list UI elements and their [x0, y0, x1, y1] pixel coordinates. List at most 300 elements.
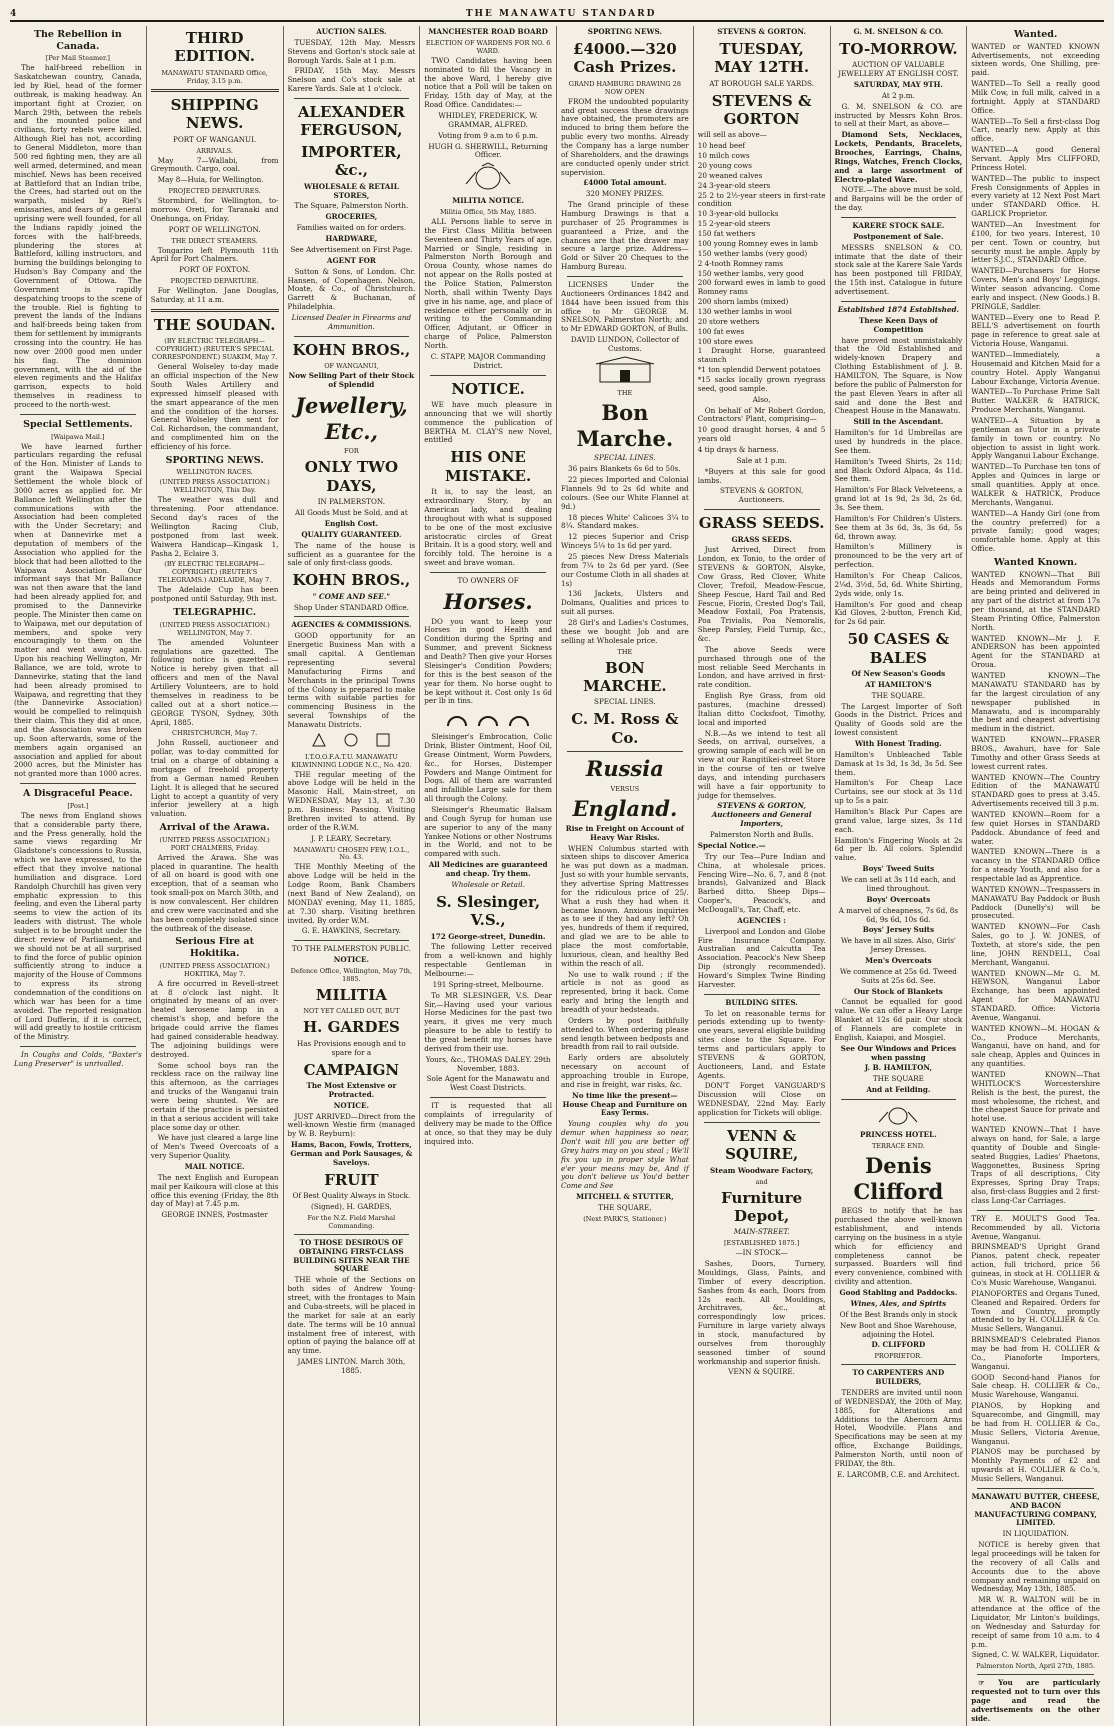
wanted-ad: WANTED or WANTED KNOWN Advertisements, not exceeding sixteen words, One Shilling, pre-paid.	[971, 41, 1100, 78]
advertiser-name: H. GARDES	[302, 1018, 400, 1037]
advertiser-address: (Next PARK'S, Stationer.)	[583, 1214, 667, 1223]
stock-item: 150 wether lambs, very good	[697, 268, 804, 278]
auction-item: TUESDAY, 12th May. Messrs Stevens and Gorton's stock sale at Borough Yards. Sale at 1 p.m.	[287, 37, 416, 65]
ad-line: Palmerston North, April 27th, 1885.	[976, 1662, 1096, 1671]
departure-item: For Wellington. Jane Douglas, Saturday, at 11 a.m.	[150, 286, 279, 304]
article-body: The amended Volunteer regulations are gazetted. The following notice is gazetted:—Notice is hereby given that all officers and men of the Naval Artillery Volunteers, are to hold themselves in readiness to be called out at a short notice.—GEORGE TYSON, Sydney, 30th April, 1885.	[150, 637, 279, 727]
advertiser-name: MITCHELL & STUTTER,	[576, 1192, 674, 1202]
ad-line: Special Notice.—	[697, 840, 766, 850]
wanted-known-ad: WANTED KNOWN—The MANAWATU STANDARD has by far the largest circulation of any newspaper published in Manawatu, and is incomparably the best and cheapest advertising medium in the district.	[971, 671, 1100, 734]
source-line: (UNITED PRESS ASSOCIATION.) WELLINGTON, This Day.	[159, 478, 270, 495]
ad-body: DO you want to keep your Horses in good Health and Condition during the Spring and Summer, and prevent Sickness and Death? Then give your Horses Sleisinger's Condition Powders; for this is the best season of the year for them. No horse ought to be kept without it. Cost only 1s 6d per lb in tins.	[424, 616, 552, 706]
wanted-ad: WANTED—To Sell a really good Milk Cow, in full milk, calved in a fortnight. Apply at STANDARD Office.	[971, 79, 1100, 115]
ad-headline: Bon Marche.	[576, 399, 674, 451]
ad-line: ELECTION OF WARDENS FOR NO. 6 WARD.	[425, 38, 551, 55]
ad-body: IT is requested that all complaints of irregularity of delivery may be made to the Office at once, so that they may be duly inquired into.	[424, 1101, 552, 1146]
footer-note: In Coughs and Colds, "Baxter's Lung Preserver" is unrivalled.	[14, 1050, 142, 1069]
departure-item: Stormbird, for Wellington, to-morrow. Oreti, for Taranaki and Onehunga, on Friday.	[150, 196, 279, 223]
ad-body: TWO Candidates having been nominated to fill the Vacancy in the above Ward, I hereby give notice that a Poll will be taken on Friday, 15th day of May, at the Road Office. Candidates:—	[424, 55, 552, 110]
signature: VENN & SQUIRE.	[728, 1367, 795, 1377]
ad-line: 320 MONEY PRIZES.	[585, 189, 664, 199]
ad-line: Still in the Ascendant.	[853, 417, 944, 427]
ad-line: AT BOROUGH SALE YARDS.	[709, 78, 814, 88]
stock-item: 10 head beef	[697, 141, 746, 151]
wanted-ad: WANTED—Every one to Read P. BELL'S advertisement on fourth page in reference to great sale at Victoria House, Wanganui.	[971, 312, 1100, 349]
advertiser-trade: WHOLESALE & RETAIL STORES,	[303, 181, 399, 200]
hamilton-item: Hamilton's Black Pur Capes are grand value, large sizes, 3s 11d each.	[834, 807, 963, 834]
ad-body: Just Arrived, Direct from London, ex Tonio, to the order of STEVENS & GORTON, Alsyke, Cow Grass, Red Clover, White Clover, Trefoil, Meadow-Fescue, Sheep Fescue, Hard Tail and Red Fescue, Fiorin, Crested Dog's Tail, Meadow Foxtail, Poa Pratensis, Poa Trivialis, Poa Nemoralis, Sheep Parsley, Field Turnip, &c., &c.	[697, 545, 826, 644]
column-2	[147, 26, 284, 1726]
source-line: [Waipawa Mail.]	[51, 432, 105, 441]
stock-item: 200 shorn lambs (mixed)	[697, 297, 789, 307]
ad-line: Rise in Freight on Account of Heavy War Risks.	[565, 823, 684, 842]
ad-line: will sell as above—	[697, 130, 767, 140]
wanted-known-ad: WANTED KNOWN—For Cash Sales, go to J. W. JONES, of Toxteth, at store's side, the pen line, JOHN RENDELL, Coal Merchant, Wanganui.	[971, 922, 1100, 967]
wanted-ad: WANTED—To Purchase ten tons of Apples and Quinces in large or small quantities. Apply at once. WALKER & HATRICK, Produce Merchants, Wanganui.	[971, 462, 1100, 507]
article-body: Arrived the Arawa. She was placed in quarantine. The health of all on board is good with one exception, that of a seaman who took small-pox on March 30th, and is now convalescent. Her children and crew were vaccinated and she has been completely isolated since the outbreak of the disease.	[150, 852, 279, 933]
ad-headline: TO-MORROW.	[839, 39, 958, 58]
divider	[20, 783, 136, 784]
ad-line: Postponement of Sale.	[853, 231, 944, 241]
stock-item: 100 store ewes	[697, 336, 753, 346]
ad-line: AT HAMILTON'S	[864, 679, 932, 689]
signature: C. STAPP, MAJOR Commanding District.	[430, 351, 546, 370]
ad-headline: CAMPAIGN	[303, 1060, 400, 1079]
divider	[294, 616, 410, 617]
wanted-ad: WANTED—To Purchase Prime Salt Butter. WALKER & HATRICK, Produce Merchants, Wanganui.	[971, 387, 1100, 415]
wanted-known-ad: WANTED KNOWN—That I have always on hand, for Sale, a large quantity of Double and Single-seated Buggies, Ladies' Phaetons, Waggonettes, Business Spring Traps of all descriptions, City Expresses, Spring Dray Traps; also, first-class Buggies and 2 first-class Long-Car Carriages.	[971, 1125, 1100, 1206]
ad-line: Sole Agent for the Manawatu and West Coast Districts.	[426, 1074, 550, 1093]
ad-line: AGENCIES :	[737, 915, 786, 925]
wanted-known-ad: WANTED KNOWN—Room for a few quiet Horses in STANDARD Paddock. Abundance of feed and water.	[971, 809, 1100, 846]
ad-body: No use to walk round ; if the article is not as good as represented, bring it back. Come early and bring the length and breadth of your bedsteads.	[561, 969, 689, 1015]
stock-item: 15 2-year-old steers	[697, 219, 771, 229]
divider	[841, 217, 957, 218]
signature: J. P. LEARY, Secretary.	[311, 833, 392, 843]
headline-rebellion: The Rebellion in Canada.	[33, 29, 122, 52]
ad-line: Has Provisions enough and to spare for a	[296, 1038, 406, 1057]
ad-headline: Established 1874 Established.	[837, 304, 959, 314]
ad-line: IN LIQUIDATION.	[1002, 1529, 1069, 1539]
headline-special-settlements: Special Settlements.	[23, 418, 133, 430]
ad-heading: TO CARPENTERS AND BUILDERS,	[852, 1368, 945, 1387]
pointing-hand-notice: ☞ You are particularly requested not to turn over this page and read the advertisements on the other side.	[971, 1678, 1100, 1723]
ad-body: On behalf of Mr Robert Gordon, Contractors' Plant, comprising—	[697, 405, 826, 424]
ad-body: To let on reasonable terms for periods extending up to twenty-one years, several eligible building sites close to the Square. For terms and particulars apply to STEVENS & GORTON, Auctioneers, Land, and Estate Agents.	[697, 1008, 826, 1080]
ad-line: Hams, Bacon, Fowls, Trotters, German and Pork Sausages, & Saveloys.	[290, 1140, 413, 1167]
ad-line: AUCTION OF VALUABLE JEWELLERY AT ENGLISH COST.	[838, 60, 959, 79]
hamilton-item: Hamilton's For Cheap Lace Curtains, see our stock at 3s 11d up to 5s a pair.	[834, 778, 963, 806]
ad-heading: MANAWATU BUTTER, CHEESE, AND BACON MANUFACTURING COMPANY, LIMITED.	[971, 1491, 1100, 1528]
ad-body: N.B.—As we intend to test all Seeds, on arrival, ourselves, a growing sample of each will be on view at our Rangitikei-street Store in the course of ten or twelve days, and intending purchasers will have a fair opportunity to judge for themselves.	[697, 728, 826, 800]
source-line: (UNITED PRESS ASSOCIATION.) WELLINGTON, May 7.	[159, 620, 270, 637]
stock-item: 10 milch cows	[697, 151, 750, 161]
headline-shipping: SHIPPING NEWS.	[170, 95, 259, 133]
ad-line: GROCERIES,	[325, 212, 378, 222]
ad-body: *Buyers at this sale for good lambs.	[697, 466, 826, 485]
stock-item: *15 sacks locally grown ryegrass seed, good sample.	[697, 374, 826, 393]
source-line: CHRISTCHURCH, May 7.	[172, 729, 258, 738]
ad-body: NOTE.—The above must be sold, and Bargains will be the order of the day.	[834, 185, 963, 213]
hamilton-item: Hamilton's Millinery is pronounced to be the very art of perfection.	[834, 542, 963, 570]
stock-item: 10 3-year-old bullocks	[697, 209, 779, 219]
ad-heading: G. M. SNELSON & CO.	[853, 27, 944, 36]
ad-headline: MILITIA	[315, 986, 387, 1005]
ad-body: FROM the undoubted popularity and great success these drawings have obtained, the promoters are induced to bring them before the public every two months. Already the Company has a large number of Shareholders, and the drawings are conducted openly under strict supervision.	[561, 96, 689, 177]
stock-list	[698, 142, 826, 393]
wanted-known-ad: WANTED KNOWN—Mr G. M. HEWSON, Wanganui Labor Exchange, has been appointed Agent for MANAWATU STANDARD. Office: Victoria Avenue, Wanganui.	[971, 968, 1100, 1022]
wanted-known-ad: WANTED KNOWN—M. HOGAN & Co., Produce Merchants, Wanganui, have on hand, and for sale cheap, Apples and Quinces in any quantities.	[971, 1023, 1100, 1069]
stock-item: 200 forward ewes in lamb to good Romney rams	[697, 278, 826, 297]
ad-line: TO OWNERS OF	[457, 575, 519, 585]
ad-headline: HIS ONE MISTAKE.	[445, 448, 532, 485]
ad-line: With Honest Trading.	[854, 739, 942, 749]
advertiser-name: ALEXANDER FERGUSON,	[297, 103, 405, 140]
advertiser-name: VENN & SQUIRE,	[725, 1126, 799, 1164]
ad-heading: KARERE STOCK SALE.	[852, 221, 945, 231]
divider	[20, 414, 136, 415]
ad-line: We commence at 25s 6d. Tweed Suits at 25s 6d. See.	[839, 966, 957, 985]
ad-line: For the N.Z. Field Marshal Commanding.	[307, 1213, 396, 1230]
wanted-ad: WANTED—Purchasers for Horse Covers, Men's and Boys' Leggings. Winter season advancing. Come early and inspect. (New Goods.) B. PRINGLE, Saddler.	[971, 266, 1100, 311]
ad-line: IN PALMERSTON.	[317, 497, 386, 507]
ad-heading: PRINCESS HOTEL.	[860, 1129, 937, 1139]
ad-line: Families waited on for orders.	[296, 223, 407, 233]
ad-line: Boys' Overcoats	[866, 894, 931, 904]
advertiser-name: C. M. Ross & Co.	[571, 710, 679, 747]
article-body: General Wolseley to-day made an official inspection of the New South Wales Artillery and expressed himself pleased with the smart appearance of the men and the condition of the horses. General Wolseley then sent for Col. Richardson, the commandant, and complimented him on the efficiency of his force.	[150, 362, 279, 451]
headline-telegraphic: TELEGRAPHIC.	[173, 607, 257, 619]
wanted-ad: WANTED—Immediately, a Housemaid and Kitchen Maid for a country Hotel. Apply Wanganui Labour Exchange, Victoria Avenue.	[971, 350, 1100, 386]
classified-ad: BRINSMEAD'S Upright Grand Pianos, patent check, repeater action, full trichord, price 56 guineas, in stock at H. COLLIER & Co's Music Warehouse, Wanganui.	[971, 1242, 1100, 1287]
divider	[294, 940, 410, 941]
ad-line: and	[755, 1177, 768, 1186]
subheading: WELLINGTON RACES.	[176, 468, 253, 477]
article-body: The weather was dull and threatening. Poor attendance. Second day's races of the Wellington Racing Club, postponed from last week. Waiwera Handicap—Kingask 1, Pasha 2, Eclaire 3.	[150, 495, 279, 558]
advertiser-name: S. Slesinger, V.S.,	[436, 892, 541, 930]
ad-headline: BON MARCHE.	[583, 658, 667, 696]
stock-item: 20 store wethers	[697, 316, 760, 326]
ad-line: We have in all sizes. Also, Girls' Jersey Dresses.	[840, 936, 956, 955]
departures-heading: PROJECTED DEPARTURE.	[170, 277, 259, 286]
ad-line: Our Stock of Blankets	[853, 986, 943, 996]
divider	[841, 301, 957, 302]
ad-body: The name of the house is sufficient as a guarantee for the sale of only first-class goods.	[287, 540, 416, 568]
ad-line: Now Selling Part of their Stock of Splendid	[288, 371, 415, 389]
column-5	[557, 26, 694, 1726]
classified-ad: PIANOS, by Hopking and Squarecombe, and Gingmill, may be had from H. COLLIER & Co., Music Sellers, Victoria Avenue, Wanganui.	[971, 1401, 1100, 1446]
ad-body: MR W. R. WALTON will be in attendance at the office of the Liquidator, Mr Linton's buildings, on Wednesday and Saturday for receipt of same from 10 a.m. to 4 p.m.	[971, 1595, 1100, 1649]
ad-body: English Rye Grass, from old pastures, (machine dressed) Italian ditto Cocksfoot, Timothy, local and imported	[697, 691, 826, 727]
ad-line: All Medicines are guaranteed and cheap. Try them.	[428, 860, 548, 878]
ad-heading: TO THOSE DESIROUS OF OBTAINING FIRST-CLASS BUILDING SITES NEAR THE SQUARE	[293, 1237, 410, 1274]
article-body: The next English and European mail per Kaikoura will close at this office this evening (Friday, the 8th day of May) at 7.45 p.m.	[150, 1172, 279, 1209]
ad-body: DON'T Forget VANGUARD'S Discussion will Close on WEDNESDAY, 22nd May. Early application for Tickets will oblige.	[697, 1081, 826, 1117]
ad-line: Sale at 1 p.m.	[736, 455, 787, 465]
wanted-ad: WANTED—To Sell a first-class Dog Cart, nearly new. Apply at this office.	[971, 116, 1100, 144]
ad-headline: ONLY TWO DAYS,	[304, 458, 399, 495]
hamilton-item: Hamilton's For Black Velveteens, a grand lot at 1s 9d, 2s 3d, 2s 6d, 3s. See them.	[834, 485, 963, 512]
arrival-item: May 7—Wallabi, from Greymouth. Cargo, coal.	[150, 155, 279, 174]
wanted-known-list	[971, 571, 1100, 1206]
wanted-known-ad: WANTED KNOWN—That WHITLOCK'S Worcestershire Relish is the best, the purest, the most wholesome, the richest, and the cheapest Sauce for private and hotel use.	[971, 1070, 1100, 1124]
advertiser-name: KOHN BROS.,	[292, 340, 411, 359]
article-body: John Russell, auctioneer and pollar, was to-day committed for trial on a charge of obtaining a mortgage of freehold property from a German named Reuben Light. It is alleged that he secured Light to accept a quantity of very inferior jewellery at a high valuation.	[150, 738, 279, 819]
ad-line: 191 Spring-street, Melbourne.	[432, 979, 544, 989]
ad-line: Of the Best Brands only in stock	[839, 1309, 958, 1319]
ad-line: GRAND HAMBURG DRAWING 28 NOW OPEN	[568, 79, 681, 96]
ad-body: JUST ARRIVED—Direct from the well-known Westie firm (managed by W. B. Reyburn):	[287, 1111, 416, 1139]
ad-line: Shop Under STANDARD Office.	[293, 602, 409, 612]
ad-headline: Russia	[585, 756, 664, 782]
advertiser-address: The Square, Palmerston North.	[294, 201, 409, 211]
ad-line: Also,	[752, 394, 771, 404]
ad-line: And at Feilding.	[866, 1085, 931, 1095]
divider	[430, 375, 546, 376]
ad-body: THE Monthly Meeting of the above Lodge will be held in the Lodge Room, Bank Chambers (next Band of New Zealand), on MONDAY evening, May 11, 1885, at 7.30 sharp. Visiting brethren invited. By order W.M.	[287, 862, 416, 925]
ad-body: Diamond Sets, Necklaces, Lockets, Pendants, Bracelets, Brooches, Earrings, Chains, Rings, Watches, French Clocks, and a large assortment of Electro-plated Ware.	[834, 130, 963, 184]
ad-body: LICENSES Under the Auctioneers Ordinances 1842 and 1844 have been issued from this office to Mr GEORGE M. SNELSON, Palmerston North; and to Mr EDWARD GORTON, of Bulls.	[561, 280, 689, 334]
ad-headline: FRUIT	[324, 1170, 379, 1189]
ad-line: Boys' Jersey Suits	[862, 925, 935, 935]
list-item: 22 pieces Imported and Colonial Flannels 9d to 2s 6d white and colours. (See our White Flannel at 9d.)	[561, 475, 689, 511]
divider	[841, 1099, 957, 1100]
list-item: 25 pieces New Dress Materials from 7¼ to 2s 6d per yard. (See our Costume Cloth in all shades at 1s)	[561, 552, 689, 588]
divider	[567, 751, 683, 752]
lodge-heading: MANAWATU CHOSEN FEW, I.O.L., No. 43.	[293, 845, 410, 862]
ad-line: New Boot and Shoe Warehouse, adjoining the Hotel.	[839, 1320, 957, 1339]
wanted-ad: WANTED—A good General Servant. Apply Mrs CLIFFORD, Princess Hotel.	[971, 145, 1100, 172]
ad-headline: Jewellery, Etc.,	[295, 392, 408, 444]
ad-body: MESSRS SNELSON & CO. intimate that the date of their stock sale at the Karere Sale Yards has been postponed till FRIDAY, the 15th inst. Catalogue in future advertisement.	[834, 242, 963, 297]
ad-line: —IN STOCK—	[735, 1248, 788, 1258]
ad-line: HARDWARE,	[325, 234, 378, 244]
advertiser-address: THE SQUARE,	[598, 1203, 652, 1213]
ad-body: THE whole of the Sections on both sides of Andrew Young-street, with the frontages to Main and Cuba-streets, will be placed in the market for sale at an early date. The terms will be 10 annual instalment free of interest, with option of paying the balance off at any time.	[287, 1275, 416, 1356]
divider	[704, 1122, 820, 1123]
tips-list	[971, 1215, 1100, 1484]
ad-line: VERSUS	[610, 785, 640, 794]
list-item: 136 Jackets, Ulsters and Dolmans, Qualities and prices to suit all purses.	[561, 589, 689, 617]
headline-sporting: SPORTING NEWS.	[165, 454, 264, 466]
ad-body: Sleisinger's Rheumatic Balsam and Cough Syrup for human use are superior to any of the many Yankee Notions or other Nostrums in the World, and not to be compared with such.	[424, 804, 552, 859]
ad-line: FOR	[344, 447, 359, 456]
source-line: (BY ELECTRIC TELEGRAPH—COPYRIGHT.) (REUTER'S SPECIAL CORRESPONDENT.) SUAKIM, May 7.	[151, 337, 278, 362]
ad-heading: BUILDING SITES.	[725, 997, 798, 1007]
stock-item: 150 wether lambs (very good)	[697, 248, 808, 258]
advertiser-name: KOHN BROS.,	[292, 571, 411, 590]
headline-wanted-known: Wanted Known.	[994, 556, 1078, 568]
port-heading: PORT OF WELLINGTON.	[168, 224, 261, 234]
page-number: 4	[10, 9, 19, 19]
ad-line: See Advertisement on First Page.	[290, 244, 413, 254]
ad-line: PROPRIETOR.	[874, 1352, 923, 1361]
source-line: (UNITED PRESS ASSOCIATION.) HOKITIKA, May 7.	[159, 961, 270, 978]
wanted-known-ad: WANTED KNOWN—That Bill Heads and Memorandum Forms are being printed and delivered in any part of the district at from 17s per thousand, at the STANDARD Steam Printing Office, Palmerston North.	[971, 569, 1100, 632]
article-body: A fire occurred in Revell-street at 8 o'clock last night. It originated by means of an over-heated kerosene lamp in a chemist's shop, and before the brigade could arrive the flames had gained considerable headway. The adjoining buildings were destroyed.	[150, 978, 279, 1059]
lodge-heading: I.T.O.O.F.A.T.U. MANAWATU KILWINNING LODGE N.C., No. 420.	[291, 752, 412, 769]
ad-heading: SPORTING NEWS.	[587, 27, 662, 36]
signature: G. E. HAWKINS, Secretary.	[301, 926, 401, 936]
headline-wanted: Wanted.	[1013, 29, 1058, 40]
headline-fire: Serious Fire at Hokitika.	[175, 936, 254, 960]
ad-line: THE SQUARE.	[871, 690, 926, 700]
divider	[151, 309, 279, 312]
ad-line: See Our Windows and Prices when passing	[840, 1043, 957, 1062]
ad-line: TERRACE END.	[871, 1141, 925, 1150]
ad-line: Wines, Ales, and Spirits	[850, 1298, 947, 1308]
steamers-heading: THE DIRECT STEAMERS.	[171, 236, 258, 245]
ad-body: It is, to say the least, an extraordinary Story, by an American lady, and dealing throughout with what is supposed to be one of the most exclusive aristocratic circles of Great Britain. It is a good story, well and forcibly told. The heroine is a sweet and brave woman.	[424, 487, 552, 568]
paper-title: THE MANAWATU STANDARD	[465, 9, 657, 19]
ad-line: Militia Office, 5th May, 1885.	[440, 208, 537, 216]
classified-ad: BRINSMEAD'S Celebrated Pianos may be had from H. COLLIER & Co., Pianoforte Importers, Wanganui.	[971, 1335, 1100, 1371]
divider	[704, 509, 820, 510]
hamilton-item: Hamilton's Unbleached Table Damask at 1s 3d, 1s 3d, 3s 5d. See them.	[834, 749, 963, 777]
signature: E. LARCOMB, C.E. and Architect.	[836, 1469, 960, 1479]
stock-item: 100 fat ewes	[697, 326, 745, 336]
wanted-known-ad: WANTED KNOWN—There is a vacancy in the STANDARD Office for a steady Youth, and also for a respectable lad as Apprentice.	[971, 847, 1100, 883]
list-item: 18 pieces White' Calicoes 3¼ to 8¼. Standard makes.	[561, 512, 689, 531]
ad-line: Licensed Dealer in Firearms and Ammunition.	[291, 312, 412, 331]
ad-headline: TUESDAY, MAY 12TH.	[714, 39, 810, 77]
ad-body: The above Seeds were purchased through one of the most reliable Seed Merchants in London, and have arrived in first-rate condition.	[697, 644, 826, 690]
wanted-known-ad: WANTED KNOWN—FRASER BROS., Awahuri, have for Sale Timothy and other Grass Seeds at lowest current rates.	[971, 735, 1100, 771]
headline-arawa: Arrival of the Arawa.	[159, 822, 270, 834]
ad-headline: Furniture Depot,	[721, 1188, 803, 1225]
ad-headline: Horses.	[443, 588, 533, 614]
auction-heading: AUCTION SALES.	[316, 27, 387, 36]
signature: DAVID LUNDON, Collector of Customs.	[570, 335, 679, 354]
divider	[430, 1097, 546, 1098]
advertiser-address: THE SQUARE	[872, 1074, 924, 1084]
ad-body: Liverpool and London and Globe Fire Insurance Company. Australian and Calcutta Tea Association. Peacock's New Sheep Dip (strongly recommended). Howard's Simplex Twine Binding Harvester.	[697, 926, 826, 989]
stock-item: 20 young cows	[697, 161, 752, 171]
article-body: The half-breed rebellion in Saskatchewan country, Canada, led by Riel, head of the former outbreak, is making headway. An important fight at Crozier, on March 29th, between the rebels and the mounted police and civilians, forty rebels were killed. Although Riel has not, according to General Middleton, more than 500 red fighting men, they are all well armed, determined, and mean mischief. News has been received at Battleford that an Indian tribe, the Crees, had started out on the warpath, misled by Riel's emissaries, and fears of a general uprising were well founded, for all the Indians rapidly joined the forces with the half-breeds, plundering the stores at Battleford, killing instructors, and burning the buildings belonging to Hudson's Bay Company and the Government of Ottowa. The Government is rapidly despatching troops to the scene of the trouble. Riel is fighting to prevent the lands of the Indians and half-breeds being taken from them for settlement by immigrants crossing into the country. He has now over 2000 good men under his flag. The dominion government, with the aid of the eleven regiments and the Halifax garrison, expects to hold themselves in readiness to proceed to the north-west.	[14, 63, 142, 409]
ad-line: Of New Season's Goods	[851, 669, 946, 679]
divider	[294, 98, 410, 99]
column-1	[10, 26, 147, 1726]
hamilton-item: Hamilton's Tweed Shirts, 2s 11d; and Black Oxford Alpaca, 4s 11d. See them.	[834, 456, 963, 484]
advertiser-name: J. B. HAMILTON,	[864, 1063, 933, 1073]
port-heading: PORT OF FOXTON.	[179, 265, 251, 275]
ad-line: Wholesale or Retail.	[451, 879, 525, 889]
ad-line: All Goods Must be Sold, and at	[295, 508, 408, 518]
column-7	[831, 26, 968, 1726]
advertiser-trade: IMPORTER, &c.,	[301, 142, 402, 180]
article-body: The Adelaide Cup has been postponed until Saturday, 9th inst.	[150, 585, 279, 604]
ad-line: OF WANGANUI,	[324, 362, 379, 371]
port-heading: PORT OF WANGANUI.	[173, 134, 257, 144]
column-8	[967, 26, 1104, 1726]
source-line: [Per Mail Steamer.]	[45, 54, 110, 63]
signature: HUGH G. SHERWILL, Returning Officer.	[428, 141, 548, 160]
ad-line: Of Best Quality Always in Stock.	[292, 1191, 411, 1201]
ad-heading: NOTICE.	[333, 1100, 369, 1110]
ad-line: No time like the present—House Cheap and Furniture on Easy Terms.	[562, 1090, 688, 1118]
headline-disgraceful-peace: A Disgraceful Peace.	[23, 788, 133, 800]
ad-line: Boys' Tweed Suits	[862, 864, 935, 874]
ad-body: Orders by post faithfully attended to. When ordering please send length between bedposts and breadth from rail to rail outside.	[561, 1015, 689, 1052]
divider	[294, 1234, 410, 1235]
ad-body: Sleisinger's Embrocation, Colic Drink, Blister Ointment, Hoof Oil, Grease Ointment, Worm Powders, &c., for Horses, Distemper Powders and Mange Ointment for Dogs. All of them are warranted and infallible Large sale for them all through the Colony.	[424, 732, 552, 804]
headline-soudan: THE SOUDAN.	[153, 315, 276, 334]
divider	[20, 1046, 136, 1047]
divider	[841, 1364, 957, 1365]
ad-body: The Largest Importer of Soft Goods in the District. Prices and Quality of Goods sold are the lowest consistent	[834, 701, 963, 738]
ad-line: TO THE PALMERSTON PUBLIC.	[291, 944, 411, 954]
article-body: We have learned further particulars regarding the refusal of the Hon. Minister of Lands to grant the Waipawa Special Settlement the whole block of 3000 acres as applied for. Mr Ballance left Wellington after the communications with the Association had been completed with the Under Secretary; and when at Dannevirke met a deputation of members of the Association who applied for the block that had been allotted to the Waipawa Association. Our informant says that Mr Ballance was not then aware that the land had been already applied for, and promised to the Dannevirke people. The Minister then came on to Waipawa, met our deputation of members, and spoke very encouragingly to them on the matter and went away again. Upon his reaching Wellington, Mr Ballance, we are told, wrote to Dannevirke, stating that the land had been already promised to Waipawa, and regretting that they (the Dannevirke Association) would be compelled to relinquish their claim. This they did at once, and the Association was broken up. Soon afterwards, some of the members again organised an association and applied for about 2000 acres, but the Minister has not granted more than 1000 acres.	[14, 441, 142, 779]
ad-line: SPECIAL LINES.	[594, 697, 656, 707]
source-line: [Post.]	[67, 801, 89, 810]
column-4	[420, 26, 557, 1726]
masonic-emblem-icon	[288, 732, 416, 751]
list-item: 12 pieces Superior and Crisp Winceys 5¼ to 1s 6d per yard.	[561, 532, 689, 551]
divider	[567, 276, 683, 277]
advertiser-name: Denis Clifford	[853, 1152, 944, 1204]
stock-item: 20 weaned calves	[697, 170, 763, 180]
divider	[977, 1210, 1094, 1211]
ad-heading: AGENCIES & COMMISSIONS.	[291, 620, 412, 630]
stock-item: 1 Draught Horse, guaranteed staunch	[697, 346, 826, 365]
list-item: 10 good draught horses, 4 and 5 years old	[697, 425, 826, 444]
signature: Signed, C. W. WALKER, Liquidator.	[971, 1650, 1100, 1660]
columns	[10, 26, 1104, 1723]
wanted-ad: WANTED—An Investment for £100, for two years. Interest, 10 per cent. Town or country, but security must be ample. Apply by letter S.J.C., STANDARD Office.	[971, 220, 1100, 265]
arrivals-heading: ARRIVALS.	[196, 146, 233, 155]
wanted-ad: WANTED—The public to inspect Fresh Consignments of Apples in every variety at 12 Next Post Mart under STANDARD Office. H. GARLICK Proprietor.	[971, 173, 1100, 219]
edition-meta: MANAWATU STANDARD Office, Friday, 3.15 p.m.	[161, 68, 268, 85]
auction-item: FRIDAY, 15th May. Messrs Snelson and Co's stock sale at Karere Yards. Sale at 1 o'clock.	[287, 66, 416, 94]
ad-body: THE regular meeting of the above Lodge will be held in the Masonic Hall, Main-street, on WEDNESDAY, May 13, at 7.30 p.m. Business: Passing. Visiting Brethren invited to attend. By order of the R.W.M.	[287, 769, 416, 832]
ad-heading: STEVENS & GORTON.	[717, 27, 807, 36]
ad-line: SATURDAY, MAY 9TH.	[853, 80, 943, 90]
classified-ad: PIANOS may be purchased by Monthly Payments of £2 and upwards at H. COLLIER & Co.'s, Music Sellers, Wanganui.	[971, 1447, 1100, 1483]
ad-body: Sashes, Doors, Turnery, Mouldings, Glass, Paints, and Timber of every description. Sashes from 4s each, Doors from 12s each. All Mouldings, Architraves, &c., at correspondingly low prices. Furniture in large variety always in stock, manufactured by ourselves from thoroughly seasoned timber of sound workmanship and superior finish.	[697, 1259, 826, 1366]
ad-body: GOOD opportunity for an Energetic Business Man with a small capital. A Gentleman representing several Manufacturing Firms and Merchants in the principal Towns of the Colony is prepared to make terms with suitable parties for commencing Business in the several Townships of the Manawatu Districts.	[287, 631, 416, 729]
list-item: 36 pairs Blankets 6s 6d to 50s.	[568, 464, 681, 474]
ad-headline: £4000.—320 Cash Prizes.	[573, 39, 677, 77]
divider	[430, 572, 546, 573]
ad-line: We can sell at 3s 11d each, and lined throughout.	[841, 875, 956, 893]
stock-item: 25 2 to 2½-year steers in first-rate condition	[697, 190, 826, 209]
classified-ad: TRY E. MOULT'S Good Tea. Recommended by all. Victoria Avenue, Wanganui.	[971, 1213, 1100, 1241]
signature: JAMES LINTON. March 30th, 1885.	[297, 1357, 406, 1375]
column-3	[284, 26, 421, 1726]
ad-heading: MANCHESTER ROAD BOARD	[428, 27, 548, 36]
divider	[704, 994, 820, 995]
wanted-ad: WANTED—A Handy Girl (one from the country preferred) for a private family; good wages; comfortable home. Apply at this Office.	[971, 508, 1100, 554]
advertiser-name: STEVENS & GORTON	[711, 91, 812, 129]
ad-body: WHEN Columbus started with sixteen ships to discover America he was put down as a madman. Just so with your humble servants, they advertise Spring Mattresses for the ridiculous price of 25/. What a rush they had when it became known. Anxious inquiries as to see if they had any left? Oh yes, hundreds of them if required, and glad we are to be able to place the most comfortable, luxurious, clean, and healthy Bed within the reach of all.	[561, 843, 689, 968]
horseshoe-icon	[424, 708, 552, 731]
ad-line: A marvel of cheapness, 7s 6d, 8s 6d, 9s 6d, 10s 6d.	[838, 905, 959, 924]
article-body: We have just cleared a large line of Men's Tweed Overcoats of a very Superior Quality.	[150, 1133, 279, 1161]
ad-headline: 50 CASES & BALES	[847, 630, 950, 667]
divider	[977, 1488, 1094, 1489]
ad-line: English Cost.	[324, 519, 379, 529]
ad-body: Early orders are absolutely necessary on account of approaching trouble in Europe, and rise in freight, war risks, &c.	[561, 1053, 689, 1089]
ad-headline: GRASS SEEDS.	[698, 514, 825, 533]
ad-body: Cannot be equalled for good value. We can offer a Heavy Large Blanket at 12s 6d pair. Our stock of Flannels are complete in English, Kaiapoi, and Mosgiel.	[834, 997, 963, 1042]
divider	[151, 89, 279, 92]
ad-line: MAIN-STREET.	[733, 1227, 790, 1237]
ad-line: QUALITY GUARANTEED.	[301, 529, 402, 539]
ad-line: GRASS SEEDS.	[731, 534, 792, 544]
stock-item: 150 fat wethers	[697, 229, 756, 239]
stock-item: 24 3-year-old steers	[697, 180, 771, 190]
hamilton-item: Hamilton's For Cheap Calicos, 2¼d, 3½d, 5d, 6d. White Shirting, 2yds wide, only 1s.	[834, 570, 963, 598]
